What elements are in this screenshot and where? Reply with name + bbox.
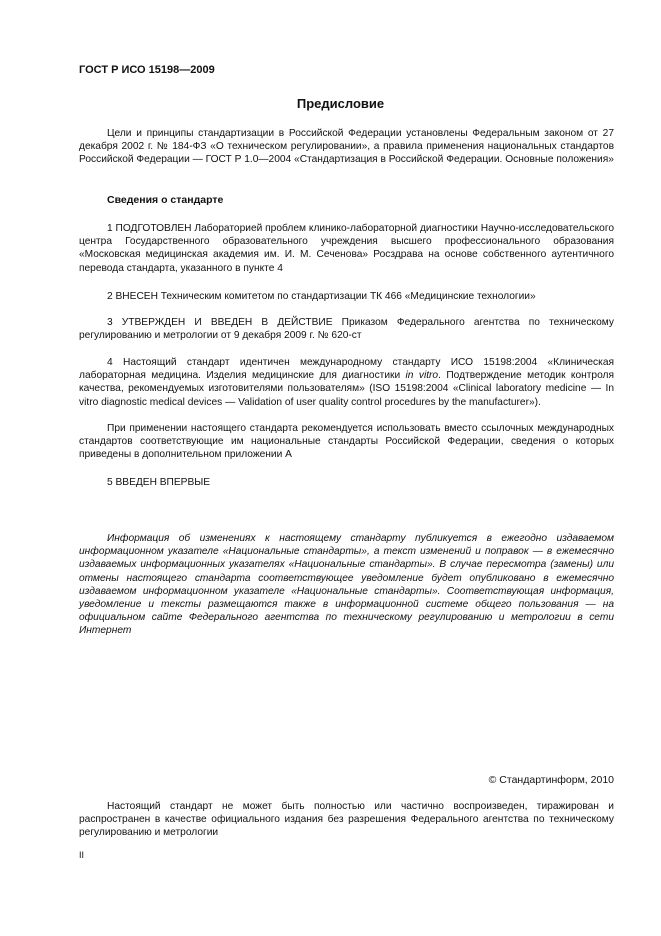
page-title: Предисловие: [296, 96, 385, 111]
reproduction-notice: Настоящий стандарт не может быть полностью или частично воспроизведен, тиражирован и распространен в качестве официального издания без разрешения Федерального агентства по техническому регулированию и метрологии: [79, 801, 614, 839]
item-3-paragraph: [79, 316, 614, 342]
copyright-notice: © Стандартинформ, 2010: [488, 774, 614, 786]
intro-paragraph: Цели и принципы стандартизации в Российской Федерации установлены Федеральным законом от 27 декабря 2002 г. № 184-ФЗ «О техническом регулировании», а правила применения национальных стандартов Российской Федерации — ГОСТ Р 1.0—2004 «Стандартизация в Российской Федерации. Основные положения»: [79, 128, 614, 166]
item-4-italic-term: in vitro: [405, 370, 439, 382]
item-5-paragraph: 5 ВВЕДЕН ВПЕРВЫЕ: [107, 477, 211, 488]
page-number: II: [79, 850, 85, 860]
document-header: ГОСТ Р ИСО 15198—2009: [79, 64, 215, 76]
item-4-note-paragraph: При применении настоящего стандарта рекомендуется использовать вместо ссылочных международных стандартов соответствующие им национальные стандарты Российской Федерации, сведения о которых приведены в дополнительном приложении А: [79, 423, 614, 461]
item-4-text-start: 4 Настоящий стандарт идентичен международному стандарту ИСО 15198:2004 «Клиническая лабораторная медицина. Изделия медицинские для диагностики: [79, 357, 614, 382]
info-heading: Сведения о стандарте: [107, 194, 224, 206]
item-2-paragraph: 2 ВНЕСЕН Техническим комитетом по стандартизации ТК 466 «Медицинские технологии»: [107, 291, 536, 302]
changes-info-paragraph: Информация об изменениях к настоящему стандарту публикуется в ежегодно издаваемом информационном указателе «Национальные стандарты», а текст изменений и поправок — в ежемесячно издаваемых информационных указателях «Национальные стандарты». В случае пересмотра (замены) или отмены настоящего стандарта соответствующее уведомление будет опубликовано в ежемесячно издаваемом информационном указателе «Национальные стандарты». Соответствующая информация, уведомление и тексты размещаются также в информационной системе общего пользования — на официальном сайте Федерального агентства по техническому регулированию и метрологии в сети Интернет: [79, 533, 614, 637]
item-4-paragraph: [79, 356, 614, 409]
item-1-paragraph: 1 ПОДГОТОВЛЕН Лабораторией проблем клинико-лабораторной диагностики Научно-исследовательского центра Государственного образовательного учреждения высшего профессионального образования «Московская медицинская академия им. И. М. Сеченова» Росздрава на основе собственного аутентичного перевода стандарта, указанного в пункте 4: [79, 223, 614, 274]
item-4-text-end: . Подтверждение методик контроля качества, рекомендуемых изготовителями пользователям» (ISO 15198:2004 «Clinical laboratory medicine — In vitro diagnostic medical devices — Validation of user quality control procedures by the manufacturer»).: [79, 370, 614, 408]
item-3-text: 3 УТВЕРЖДЕН И ВВЕДЕН В ДЕЙСТВИЕ Приказом Федерального агентства по техническому регулированию и метрологии от 9 декабря 2009 г. № 620-ст: [79, 317, 614, 342]
